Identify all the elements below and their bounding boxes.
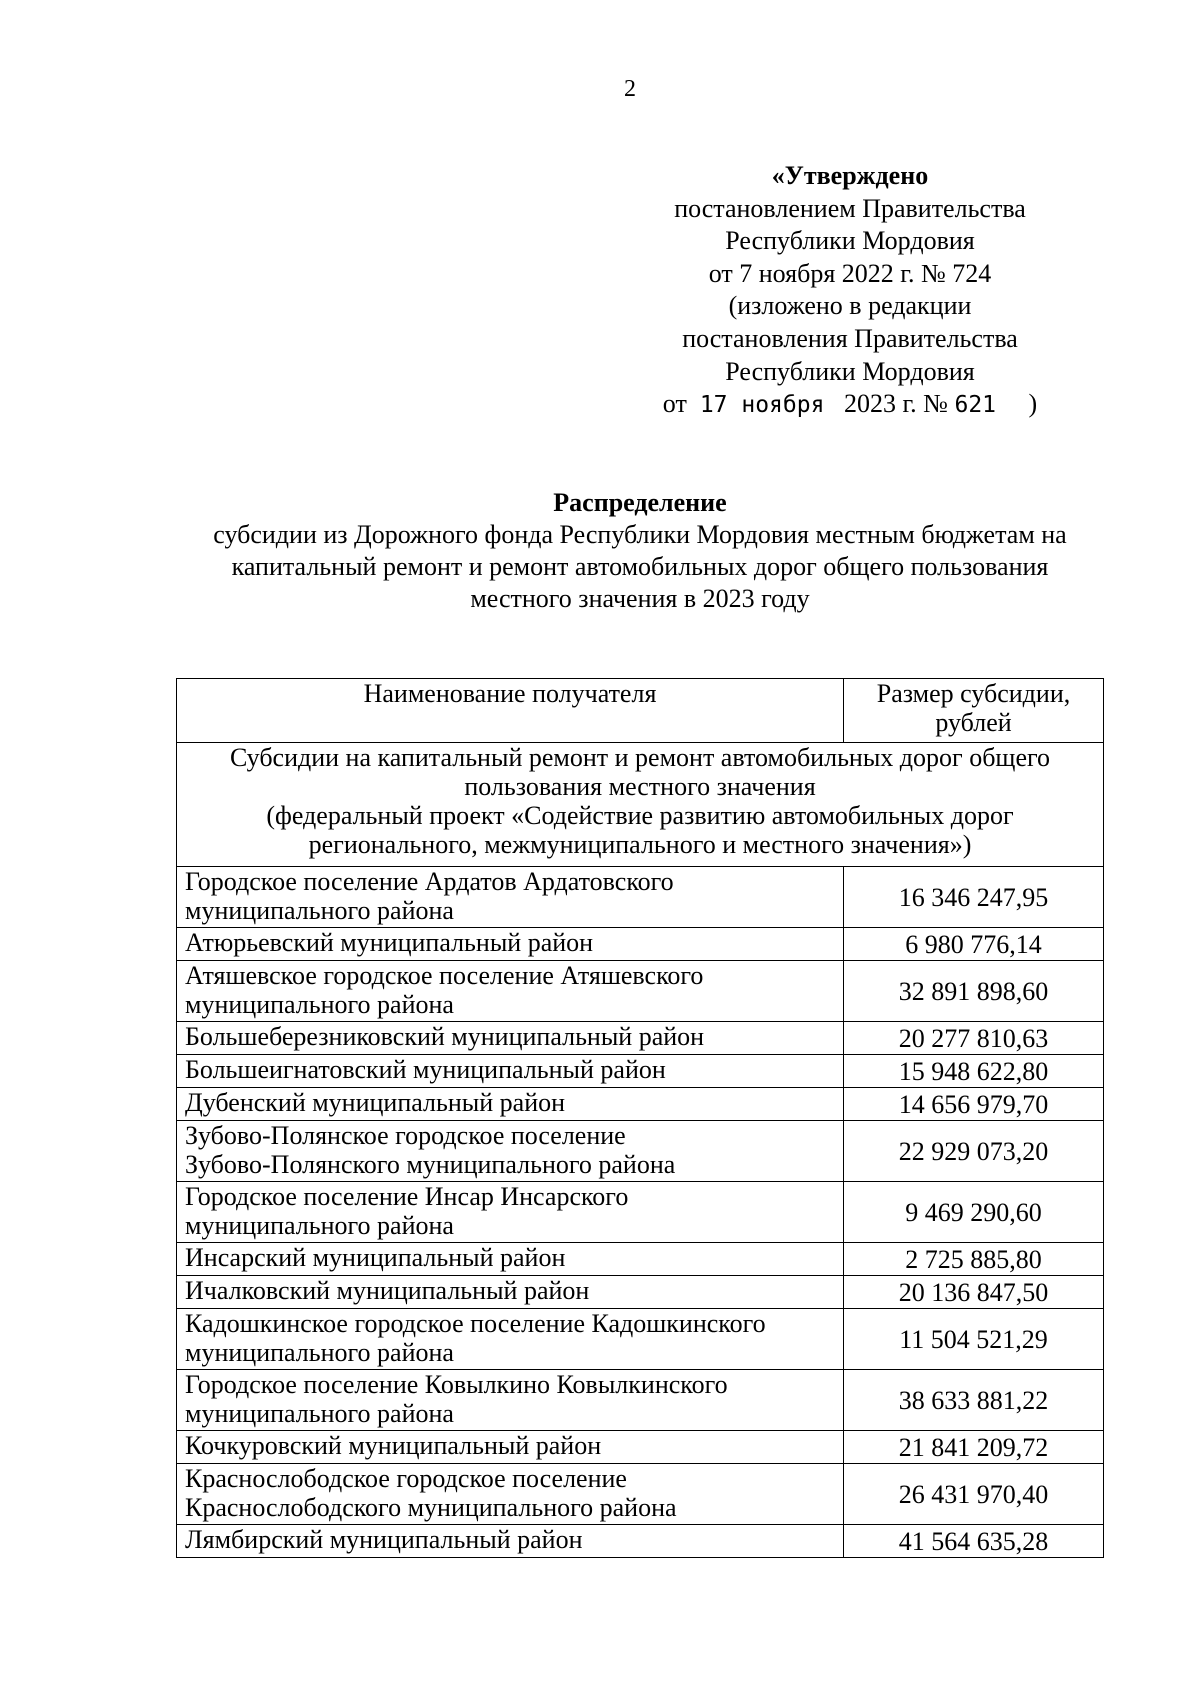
section-line: (федеральный проект «Содействие развитию автомобильных дорог: [266, 801, 1014, 830]
recipient-name-line: Большеберезниковский муниципальный район: [185, 1022, 705, 1051]
recipient-name-cell: [177, 1370, 844, 1431]
amendment-day-month: 17 ноября: [699, 392, 825, 419]
table-row: [177, 1464, 1104, 1525]
recipient-name-line: Краснослободского муниципального района: [185, 1493, 677, 1522]
approval-heading: «Утверждено: [771, 161, 929, 190]
table-row: [177, 1309, 1104, 1370]
recipient-name-line: Дубенский муниципальный район: [185, 1088, 566, 1117]
subsidy-amount-cell: 21 841 209,72: [844, 1431, 1104, 1464]
table-row: [177, 1370, 1104, 1431]
recipient-name-cell: [177, 1022, 844, 1055]
section-cell: [177, 743, 1104, 867]
recipient-name-line: муниципального района: [185, 1211, 454, 1240]
subsidy-amount-cell: 6 980 776,14: [844, 928, 1104, 961]
table-row: [177, 1121, 1104, 1182]
approval-line: Республики Мордовия: [725, 226, 975, 256]
approval-line: Республики Мордовия: [725, 356, 975, 386]
recipient-name-line: муниципального района: [185, 1338, 454, 1367]
approval-line: от 7 ноября 2022 г. № 724: [708, 258, 992, 288]
subsidy-amount-cell: 20 277 810,63: [844, 1022, 1104, 1055]
table-row: [177, 1022, 1104, 1055]
amendment-number: 621: [954, 392, 997, 419]
recipient-name-cell: [177, 1464, 844, 1525]
recipient-name-cell: [177, 1276, 844, 1309]
approval-stamp: [640, 160, 1060, 422]
header-name-cell: Наименование получателя: [177, 679, 844, 743]
distribution-table: [176, 678, 1104, 1558]
recipient-name-line: Лямбирский муниципальный район: [185, 1525, 583, 1554]
table-row: [177, 1182, 1104, 1243]
table-row: [177, 961, 1104, 1022]
table-row: [177, 1525, 1104, 1558]
document-title: [150, 487, 1130, 615]
recipient-name-cell: [177, 1243, 844, 1276]
page-number: 2: [624, 76, 636, 102]
approval-line: постановления Правительства: [682, 323, 1018, 353]
recipient-name-line: Городское поселение Инсар Инсарского: [185, 1182, 629, 1211]
recipient-name-line: Зубово-Полянское городское поселение: [185, 1121, 626, 1150]
recipient-name-line: муниципального района: [185, 990, 454, 1019]
title-line: субсидии из Дорожного фонда Республики Мордовия местным бюджетам на: [213, 520, 1067, 549]
subsidy-amount-cell: 22 929 073,20: [844, 1121, 1104, 1182]
recipient-name-cell: [177, 928, 844, 961]
table-header-row: [177, 679, 1104, 743]
recipient-name-cell: [177, 1309, 844, 1370]
subsidy-amount-cell: 38 633 881,22: [844, 1370, 1104, 1431]
recipient-name-line: Большеигнатовский муниципальный район: [185, 1055, 666, 1084]
subsidy-amount-cell: 32 891 898,60: [844, 961, 1104, 1022]
recipient-name-line: муниципального района: [185, 1399, 454, 1428]
subsidy-amount-cell: 16 346 247,95: [844, 867, 1104, 928]
recipient-name-line: Городское поселение Ардатов Ардатовского: [185, 867, 674, 896]
recipient-name-line: Кочкуровский муниципальный район: [185, 1431, 602, 1460]
recipient-name-cell: [177, 867, 844, 928]
subsidy-amount-cell: 9 469 290,60: [844, 1182, 1104, 1243]
section-line: Субсидии на капитальный ремонт и ремонт автомобильных дорог общего: [229, 743, 1051, 772]
title-line: местного значения в 2023 году: [470, 584, 810, 613]
subsidy-amount-cell: 20 136 847,50: [844, 1276, 1104, 1309]
recipient-name-line: муниципального района: [185, 896, 454, 925]
table-row: [177, 1088, 1104, 1121]
table-row: [177, 1243, 1104, 1276]
section-line: пользования местного значения: [464, 772, 816, 801]
recipient-name-line: Зубово-Полянского муниципального района: [185, 1150, 676, 1179]
table-row: [177, 1276, 1104, 1309]
table-row: [177, 1431, 1104, 1464]
recipient-name-line: Кадошкинское городское поселение Кадошкинского: [185, 1309, 766, 1338]
title-heading: Распределение: [553, 488, 727, 517]
approval-line: (изложено в редакции: [728, 291, 972, 321]
table-row: [177, 867, 1104, 928]
amendment-year: 2023 г. №: [843, 389, 948, 419]
recipient-name-cell: [177, 1088, 844, 1121]
subsidy-amount-cell: 14 656 979,70: [844, 1088, 1104, 1121]
section-line: регионального, межмуниципального и местного значения»): [308, 830, 972, 859]
subsidy-amount-cell: 11 504 521,29: [844, 1309, 1104, 1370]
subsidy-amount-cell: 15 948 622,80: [844, 1055, 1104, 1088]
recipient-name-cell: [177, 1525, 844, 1558]
section-row: [177, 743, 1104, 867]
amendment-prefix: от: [662, 389, 687, 419]
amendment-suffix: ): [1028, 389, 1038, 419]
header-amount-cell: [844, 679, 1104, 743]
amendment-date-line: [640, 388, 1060, 422]
recipient-name-cell: [177, 1182, 844, 1243]
recipient-name-cell: [177, 1431, 844, 1464]
subsidy-amount-cell: 2 725 885,80: [844, 1243, 1104, 1276]
subsidy-amount-cell: 41 564 635,28: [844, 1525, 1104, 1558]
recipient-name-line: Атяшевское городское поселение Атяшевского: [185, 961, 704, 990]
recipient-name-cell: [177, 1055, 844, 1088]
recipient-name-line: Ичалковский муниципальный район: [185, 1276, 590, 1305]
recipient-name-line: Краснослободское городское поселение: [185, 1464, 627, 1493]
approval-line: постановлением Правительства: [674, 193, 1026, 223]
recipient-name-line: Атюрьевский муниципальный район: [185, 928, 594, 957]
header-amount-line: Размер субсидии,: [876, 679, 1071, 708]
recipient-name-cell: [177, 1121, 844, 1182]
table-row: [177, 928, 1104, 961]
table-row: [177, 1055, 1104, 1088]
recipient-name-line: Инсарский муниципальный район: [185, 1243, 566, 1272]
header-amount-line: рублей: [935, 708, 1012, 737]
recipient-name-line: Городское поселение Ковылкино Ковылкинского: [185, 1370, 728, 1399]
recipient-name-cell: [177, 961, 844, 1022]
title-line: капитальный ремонт и ремонт автомобильных дорог общего пользования: [231, 552, 1049, 581]
subsidy-amount-cell: 26 431 970,40: [844, 1464, 1104, 1525]
